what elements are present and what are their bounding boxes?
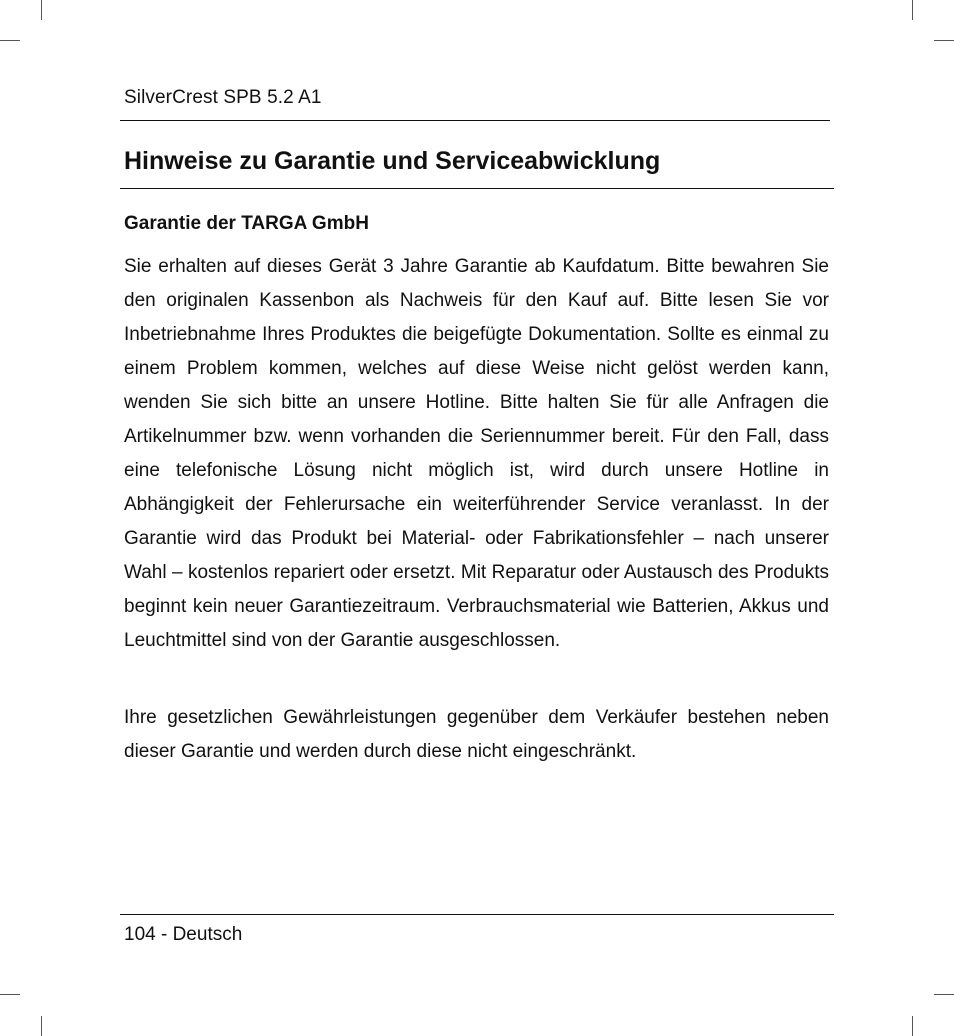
footer-rule xyxy=(120,914,834,915)
crop-mark-bottom-right-horizontal xyxy=(934,994,954,995)
statutory-rights-paragraph: Ihre gesetzlichen Gewährleistungen gegenüber dem Verkäufer bestehen neben dieser Garantie und werden durch diese nicht eingeschränkt. xyxy=(124,707,829,762)
crop-mark-bottom-left-vertical xyxy=(41,1016,42,1036)
title-rule xyxy=(120,188,834,189)
crop-mark-top-left-vertical xyxy=(41,0,42,20)
crop-mark-top-right-vertical xyxy=(912,0,913,20)
page-number: 104 - Deutsch xyxy=(124,924,243,945)
running-header: SilverCrest SPB 5.2 A1 xyxy=(124,87,322,108)
crop-mark-top-right-horizontal xyxy=(934,40,954,41)
subsection-title: Garantie der TARGA GmbH xyxy=(124,213,369,234)
crop-mark-bottom-right-vertical xyxy=(912,1016,913,1036)
header-rule xyxy=(120,120,830,121)
warranty-paragraph: Sie erhalten auf dieses Gerät 3 Jahre Garantie ab Kaufdatum. Bitte bewahren Sie den originalen Kassenbon als Nachweis für den Kauf auf. Bitte lesen Sie vor Inbetriebnahme Ihres Produktes die beigefügte Dokumentation. Sollte es einmal zu einem Problem kommen, welches auf diese Weise nicht gelöst werden kann, wenden Sie sich bitte an unsere Hotline. Bitte halten Sie für alle Anfragen die Artikelnummer bzw. wenn vorhanden die Seriennummer bereit. Für den Fall, dass eine telefonische Lösung nicht möglich ist, wird durch unsere Hotline in Abhängigkeit der Fehlerursache ein weiterführender Service veranlasst. In der Garantie wird das Produkt bei Material- oder Fabrikationsfehler – nach unserer Wahl – kostenlos repariert oder ersetzt. Mit Reparatur oder Austausch des Produkts beginnt kein neuer Garantiezeitraum. Verbrauchsmaterial wie Batterien, Akkus und Leuchtmittel sind von der Garantie ausgeschlossen. xyxy=(124,256,829,651)
crop-mark-bottom-left-horizontal xyxy=(0,994,20,995)
section-title: Hinweise zu Garantie und Serviceabwicklung xyxy=(124,147,661,175)
crop-mark-top-left-horizontal xyxy=(0,40,20,41)
